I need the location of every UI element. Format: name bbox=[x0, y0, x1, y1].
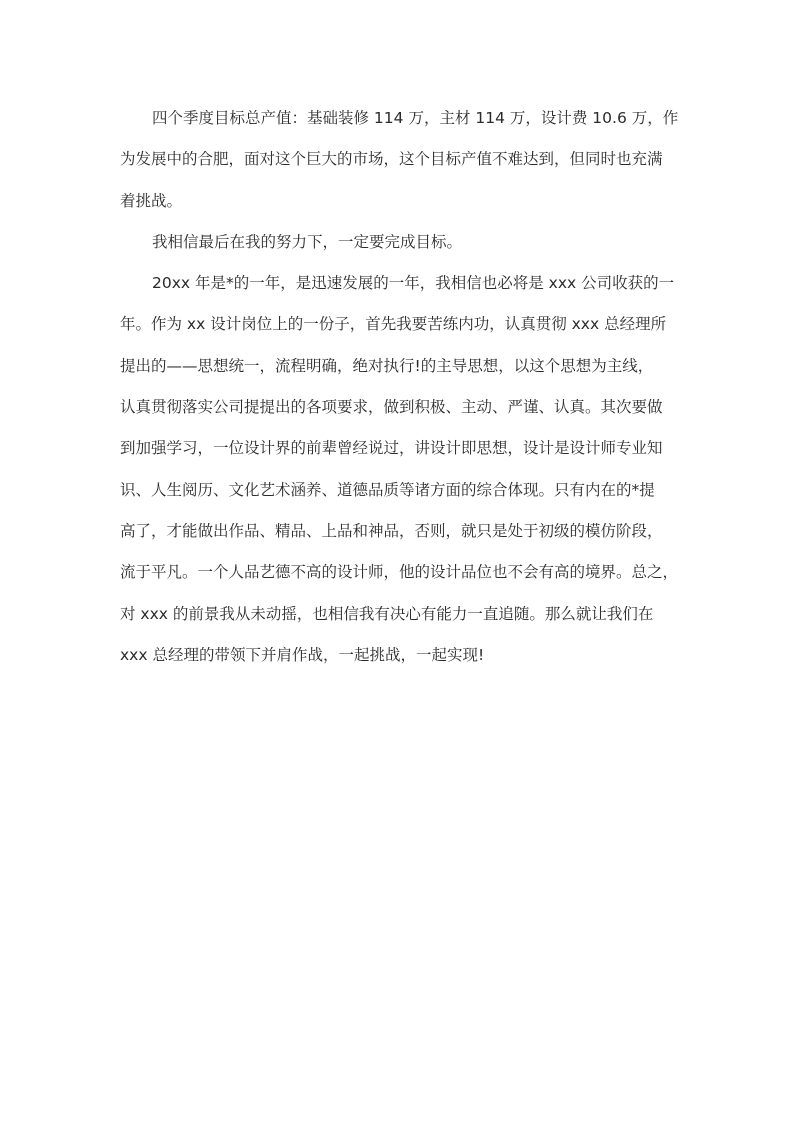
text-line: 我相信最后在我的努力下，一定要完成目标。 bbox=[152, 232, 463, 251]
text-line: 流于平凡。一个人品艺德不高的设计师，他的设计品位也不会有高的境界。总之， bbox=[120, 563, 679, 582]
text-line: 认真贯彻落实公司提提出的各项要求，做到积极、主动、严谨、认真。其次要做 bbox=[120, 398, 663, 417]
text-line: 着挑战。 bbox=[120, 191, 183, 210]
text-line: 对 xxx 的前景我从未动摇，也相信我有决心有能力一直追随。那么就让我们在 bbox=[120, 604, 654, 623]
text-line: 为发展中的合肥，面对这个巨大的市场，这个目标产值不难达到，但同时也充满 bbox=[120, 150, 663, 169]
text-line: 到加强学习，一位设计界的前辈曾经说过，讲设计即思想，设计是设计师专业知 bbox=[120, 439, 663, 458]
text-line: 识、人生阅历、文化艺术涵养、道德品质等诸方面的综合体现。只有内在的*提 bbox=[120, 480, 655, 499]
text-line: 提出的——思想统一，流程明确，绝对执行!的主导思想，以这个思想为主线， bbox=[120, 356, 654, 375]
paragraph-outlook bbox=[120, 263, 680, 676]
text-line: 年。作为 xx 设计岗位上的一份子，首先我要苦练内功，认真贯彻 xxx 总经理所 bbox=[120, 315, 667, 334]
paragraph-targets bbox=[120, 98, 680, 222]
text-line: 高了，才能做出作品、精品、上品和神品，否则，就只是处于初级的模仿阶段， bbox=[120, 521, 663, 540]
document-body bbox=[120, 98, 680, 676]
text-line: 四个季度目标总产值：基础装修 114 万，主材 114 万，设计费 10.6 万，作 bbox=[152, 109, 679, 127]
text-line: 20xx 年是*的一年，是迅速发展的一年，我相信也必将是 xxx 公司收获的一 bbox=[152, 274, 675, 293]
text-line: xxx 总经理的带领下并肩作战，一起挑战，一起实现! bbox=[120, 645, 485, 664]
paragraph-commitment bbox=[120, 222, 680, 263]
